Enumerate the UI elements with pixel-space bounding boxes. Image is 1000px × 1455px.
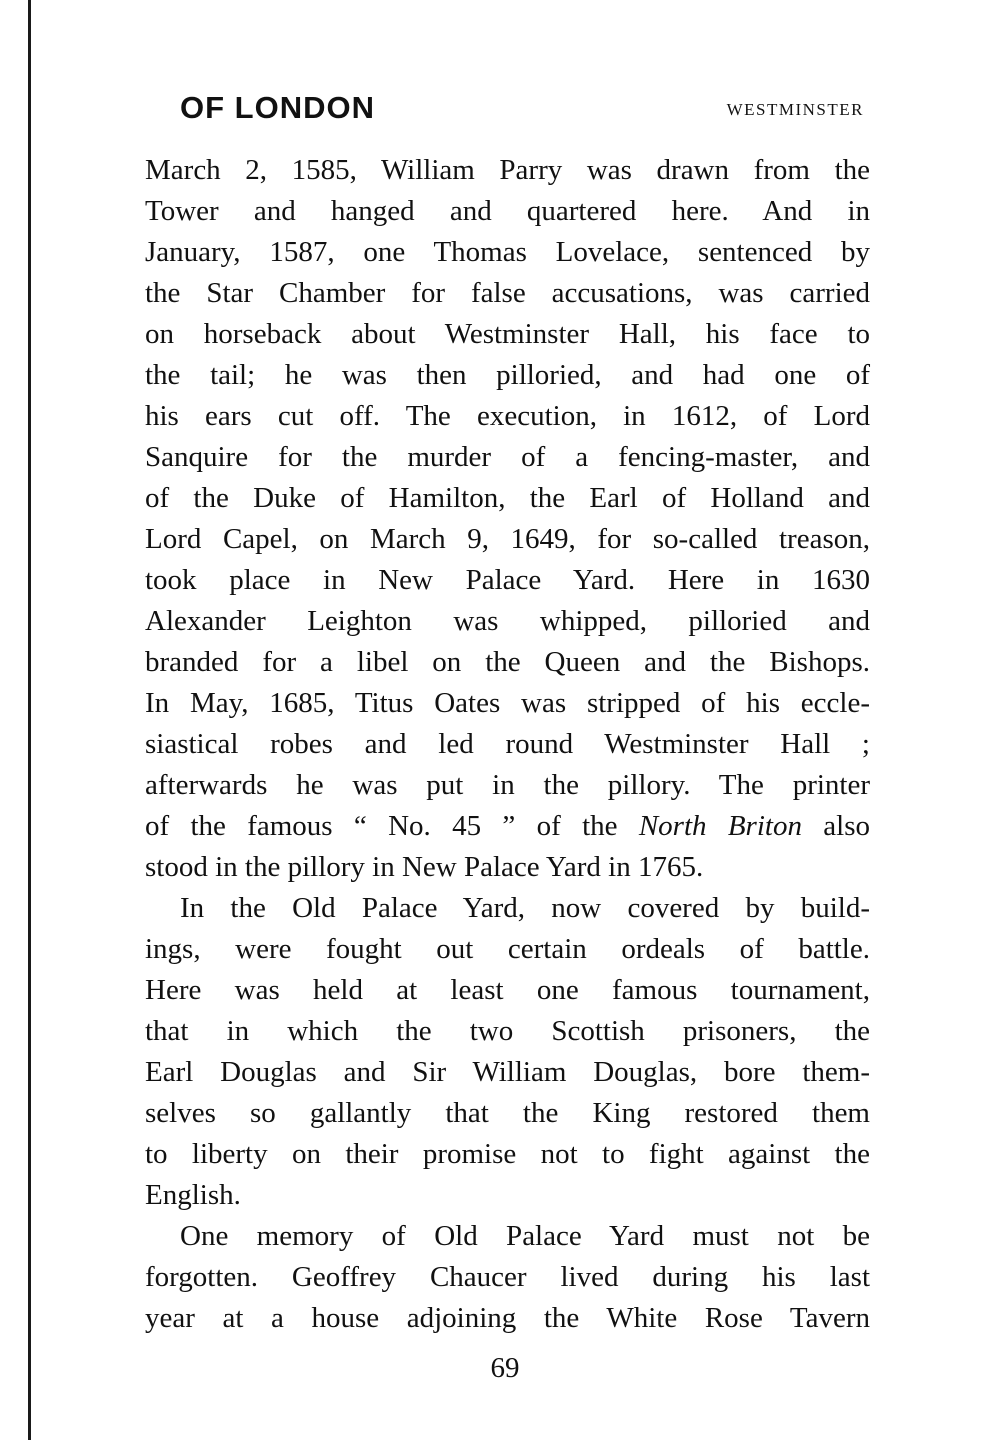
text-line: his ears cut off. The execution, in 1612, of Lord bbox=[145, 400, 870, 432]
text-line: English. bbox=[145, 1179, 241, 1211]
text-line: In the Old Palace Yard, now covered by build- bbox=[180, 892, 870, 924]
text-line-with-title bbox=[145, 806, 870, 847]
text-line: afterwards he was put in the pillory. The printer bbox=[145, 769, 870, 801]
text-fragment: of the famous “ No. 45 ” of the bbox=[145, 810, 639, 842]
running-head bbox=[180, 90, 870, 130]
text-line: branded for a libel on the Queen and the Bishops. bbox=[145, 646, 870, 678]
text-line: Earl Douglas and Sir William Douglas, bore them- bbox=[145, 1056, 870, 1088]
page-body bbox=[145, 150, 870, 1339]
text-line: March 2, 1585, William Parry was drawn from the bbox=[145, 154, 870, 186]
text-line: the tail; he was then pilloried, and had one of bbox=[145, 359, 870, 391]
italic-title: North Briton bbox=[638, 810, 802, 842]
text-line: of the Duke of Hamilton, the Earl of Holland and bbox=[145, 482, 870, 514]
text-line: Sanquire for the murder of a fencing-master, and bbox=[145, 441, 870, 473]
text-line: forgotten. Geoffrey Chaucer lived during his last bbox=[145, 1261, 870, 1293]
text-line: Tower and hanged and quartered here. And in bbox=[145, 195, 870, 227]
running-head-title: OF LONDON bbox=[180, 90, 375, 125]
text-line: to liberty on their promise not to fight against the bbox=[145, 1138, 870, 1170]
text-line: In May, 1685, Titus Oates was stripped of his eccle- bbox=[145, 687, 870, 719]
paragraph-1 bbox=[145, 150, 870, 888]
text-fragment: also bbox=[801, 810, 870, 842]
text-line: siastical robes and led round Westminster Hall ; bbox=[145, 728, 870, 760]
text-line: on horseback about Westminster Hall, his face to bbox=[145, 318, 870, 350]
text-line: selves so gallantly that the King restored them bbox=[145, 1097, 870, 1129]
text-line: ings, were fought out certain ordeals of battle. bbox=[145, 933, 870, 965]
text-line: One memory of Old Palace Yard must not be bbox=[180, 1220, 870, 1252]
paragraph-3 bbox=[145, 1216, 870, 1339]
text-line: the Star Chamber for false accusations, was carried bbox=[145, 277, 870, 309]
text-line: Lord Capel, on March 9, 1649, for so-called treason, bbox=[145, 523, 870, 555]
text-line: year at a house adjoining the White Rose Tavern bbox=[145, 1302, 870, 1334]
text-line: January, 1587, one Thomas Lovelace, sentenced by bbox=[145, 236, 870, 268]
page-number: 69 bbox=[490, 1352, 520, 1384]
text-line: Here was held at least one famous tournament, bbox=[145, 974, 870, 1006]
page-edge-rule bbox=[28, 0, 31, 1440]
running-head-section: WESTMINSTER bbox=[726, 100, 864, 119]
paragraph-2 bbox=[145, 888, 870, 1216]
text-line: took place in New Palace Yard. Here in 1630 bbox=[145, 564, 870, 596]
text-line: Alexander Leighton was whipped, pilloried and bbox=[145, 605, 870, 637]
text-line: that in which the two Scottish prisoners, the bbox=[145, 1015, 870, 1047]
text-line: stood in the pillory in New Palace Yard in 1765. bbox=[145, 851, 704, 883]
